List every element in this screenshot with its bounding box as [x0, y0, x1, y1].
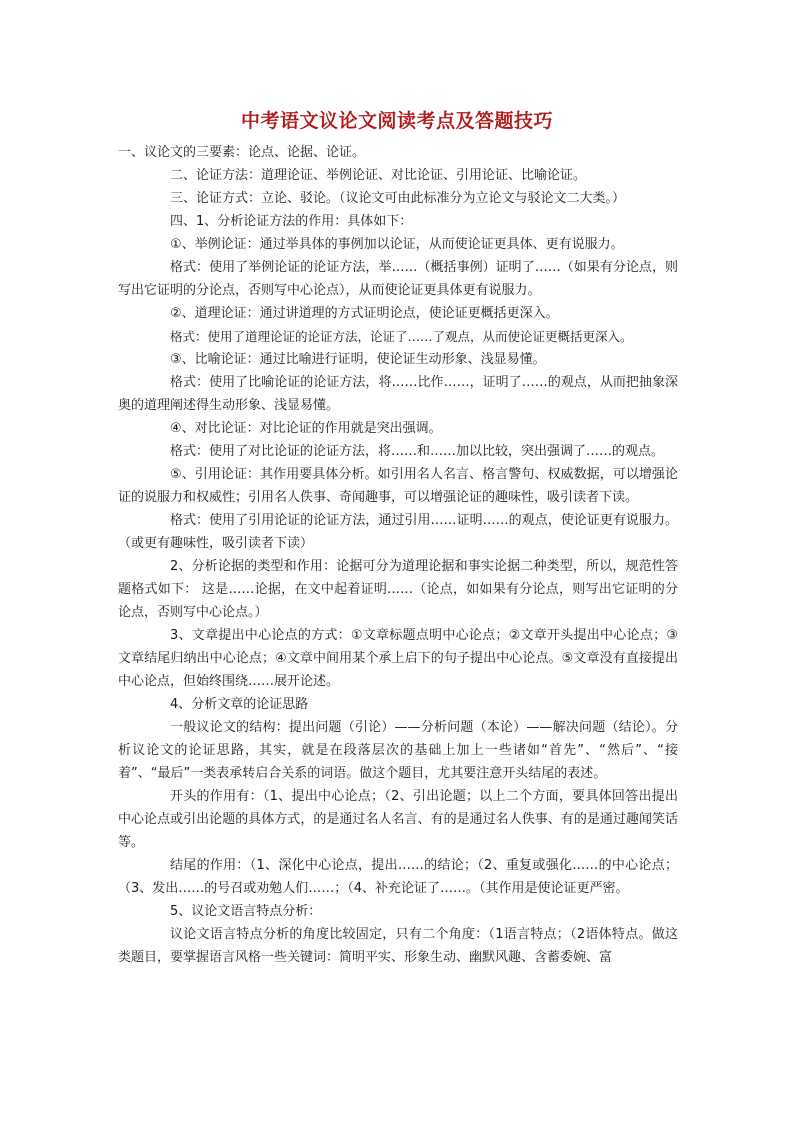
paragraph-language-features: 议论文语言特点分析的角度比较固定，只有二个角度：（1语言特点；（2语体特点。做这类题目，要掌握语言风格一些关键词：简明平实、形象生动、幽默风趣、含蓄委婉、富	[118, 927, 678, 965]
paragraph-reasoning-argument: ②、道理论证：通过讲道理的方式证明论点，使论证更概括更深入。	[170, 306, 559, 321]
paragraph-argument-modes: 三、论证方式：立论、驳论。（议论文可由此标准分为立论文与驳论文二大类。）	[170, 191, 626, 206]
document-body	[118, 141, 678, 969]
document-title: 中考语文议论文阅读考点及答题技巧	[240, 110, 553, 132]
paragraph-evidence-types: 2、分析论据的类型和作用：论据可分为道理论据和事实论据二种类型，所以，规范性答题格式如下： 这是……论据，在文中起着证明……（论点，如如果有分论点，则写出它证明的分论点，否则写中心论点。）	[118, 559, 678, 620]
paragraph-opening-function: 开头的作用有：（1、提出中心论点；（2、引出论题；以上二个方面，要具体回答出提出中心论点或引出论题的具体方式，的是通过名人名言、有的是通过名人佚事、有的是通过趣闻笑话等。	[118, 789, 678, 850]
paragraph-argument-structure-heading: 4、分析文章的论证思路	[170, 697, 309, 712]
paragraph-thesis-methods: 3、文章提出中心论点的方式：①文章标题点明中心论点；②文章开头提出中心论点；③文章结尾归纳出中心论点；④文章中间用某个承上启下的句子提出中心论点。⑤文章没有直接提出中心论点，但始终围绕……展开论述。	[118, 628, 678, 689]
paragraph-metaphor-format: 格式：使用了比喻论证的论证方法，将……比作……，证明了……的观点，从而把抽象深奥的道理阐述得生动形象、浅显易懂。	[118, 375, 678, 413]
paragraph-contrast-argument: ④、对比论证：对比论证的作用就是突出强调。	[170, 421, 442, 436]
paragraph-three-elements: 一、议论文的三要素：论点、论据、论证。	[118, 145, 366, 160]
paragraph-general-structure: 一般议论文的结构：提出问题（引论）——分析问题（本论）——解决问题（结论）。分析议论文的论证思路，其实，就是在段落层次的基础上加上一些诸如“首先”、“然后”、“接着”、“最后”一类表承转启合关系的词语。做这个题目，尤其要注意开头结尾的表述。	[118, 720, 678, 781]
paragraph-citation-format: 格式：使用了引用论证的论证方法，通过引用……证明……的观点，使论证更有说服力。（或更有趣味性，吸引读者下读）	[118, 513, 678, 551]
paragraph-language-heading: 5、议论文语言特点分析：	[170, 904, 322, 919]
paragraph-method-analysis: 四、1、分析论证方法的作用：具体如下：	[170, 214, 413, 229]
paragraph-example-format: 格式：使用了举例论证的论证方法，举……（概括事例）证明了……（如果有分论点，则写出它证明的分论点，否则写中心论点），从而使论证更具体更有说服力。	[118, 260, 678, 298]
paragraph-metaphor-argument: ③、比喻论证：通过比喻进行证明，使论证生动形象、浅显易懂。	[170, 352, 546, 367]
paragraph-contrast-format: 格式：使用了对比论证的论证方法，将……和……加以比较，突出强调了……的观点。	[170, 444, 665, 459]
paragraph-citation-argument: ⑤、引用论证：其作用要具体分析。如引用名人名言、格言警句、权威数据，可以增强论证的说服力和权威性；引用名人佚事、奇闻趣事，可以增强论证的趣味性，吸引读者下读。	[118, 467, 678, 505]
paragraph-reasoning-format: 格式：使用了道理论证的论证方法，论证了……了观点，从而使论证更概括更深入。	[170, 329, 633, 344]
paragraph-example-argument: ①、举例论证：通过举具体的事例加以论证，从而使论证更具体、更有说服力。	[170, 237, 624, 252]
paragraph-argument-methods: 二、论证方法：道理论证、举例论证、对比论证、引用论证、比喻论证。	[170, 168, 587, 183]
paragraph-ending-function: 结尾的作用：（1、深化中心论点，提出……的结论；（2、重复或强化……的中心论点；（3、发出……的号召或劝勉人们……；（4、补充论证了……。（其作用是使论证更严密。	[118, 858, 678, 896]
